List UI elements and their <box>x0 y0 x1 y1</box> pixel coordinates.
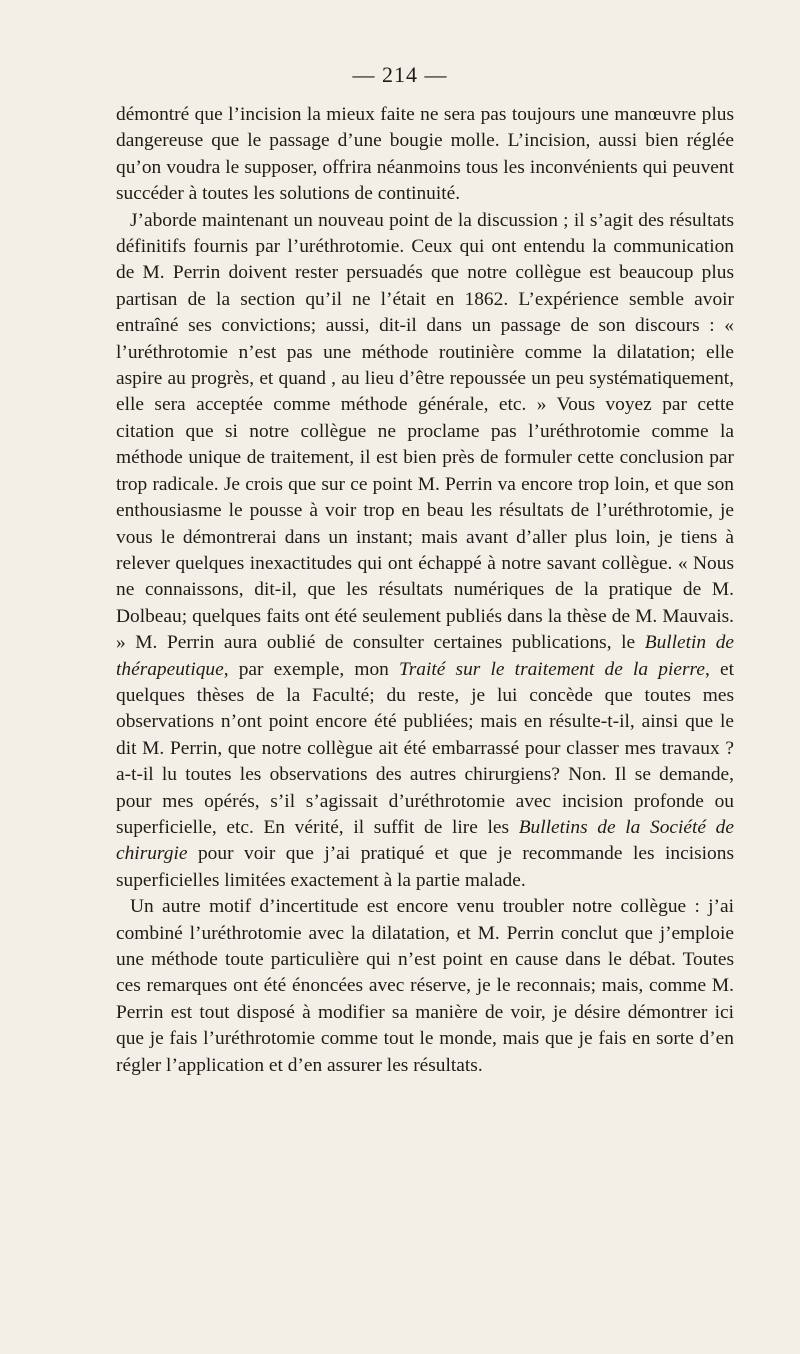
italic-title: Bulletin de thérapeutique <box>116 632 734 680</box>
italic-title: Bulletins de la Société de chirurgie <box>116 816 734 865</box>
paragraph-1 <box>116 102 734 208</box>
italic-title: Traité sur le traitement de la pierre <box>399 658 705 680</box>
paragraph-3 <box>116 894 734 1079</box>
text-run: pour voir que j’ai pratiqué et que je recommande les incisions superficielles limitées exactement à la partie malade. <box>116 843 734 891</box>
paragraph-2 <box>116 208 734 895</box>
body-text <box>116 102 734 1079</box>
text-run: , et quelques thèses de la Faculté; du reste, je lui concède que toutes mes observations n’ont point encore été publiées; mais en résulte-t-il, ainsi que le dit M. Perrin, que notre collègue ait été embarrassé pour classer mes travaux ? a-t-il lu toutes les observations des autres chirurgiens? Non. Il se demande, pour mes opérés, s’il s’agissait d’uréthrotomie avec incision profonde ou superficielle, etc. En vérité, il suffit de lire les <box>116 658 734 838</box>
text-run: , par exemple, mon <box>223 658 400 680</box>
text-run: démontré que l’incision la mieux faite ne sera pas toujours une manœuvre plus dangereuse que le passage d’une bougie molle. L’incision, aussi bien réglée qu’on voudra le supposer, offrira néanmoins tous les inconvénients qui peuvent succéder à toutes les solutions de continuité. <box>116 104 734 205</box>
page-number: — 214 — <box>352 62 448 87</box>
text-run: Un autre motif d’incertitude est encore venu troubler notre collègue : j’ai combiné l’uréthrotomie avec la dilatation, et M. Perrin conclut que j’emploie une méthode toute particulière qui n’est point en cause dans le débat. Toutes ces remarques ont été énoncées avec réserve, je le reconnais; mais, comme M. Perrin est tout disposé à modifier sa manière de voir, je désire démontrer ici que je fais l’uréthrotomie comme tout le monde, mais que je fais en sorte d’en régler l’application et d’en assurer les résultats. <box>116 896 734 1076</box>
text-run: J’aborde maintenant un nouveau point de la discussion ; il s’agit des résultats définitifs fournis par l’uréthrotomie. Ceux qui ont entendu la communication de M. Perrin doivent rester persuadés que notre collègue est beaucoup plus partisan de la section qu’il ne l’était en 1862. L’expérience semble avoir entraîné ses convictions; aussi, dit-il dans un passage de son discours : « l’uréthrotomie n’est pas une méthode routinière comme la dilatation; elle aspire au progrès, et quand , au lieu d’être repoussée un peu systématiquement, elle sera acceptée comme méthode générale, etc. » Vous voyez par cette citation que si notre collègue ne proclame pas l’uréthrotomie comme la méthode unique de traitement, il est bien près de formuler cette conclusion par trop radicale. Je crois que sur ce point M. Perrin va encore trop loin, et que son enthousiasme le pousse à voir trop en beau les résultats de l’uréthrotomie, je vous le démontrerai dans un instant; mais avant d’aller plus loin, je tiens à relever quelques inexactitudes qui ont échappé à notre savant collègue. « Nous ne connaissons, dit-il, que les résultats numériques de la pratique de M. Dolbeau; quelques faits ont été seulement publiés dans la thèse de M. Mauvais. » M. Perrin aura oublié de consulter certaines publications, le <box>116 209 734 654</box>
